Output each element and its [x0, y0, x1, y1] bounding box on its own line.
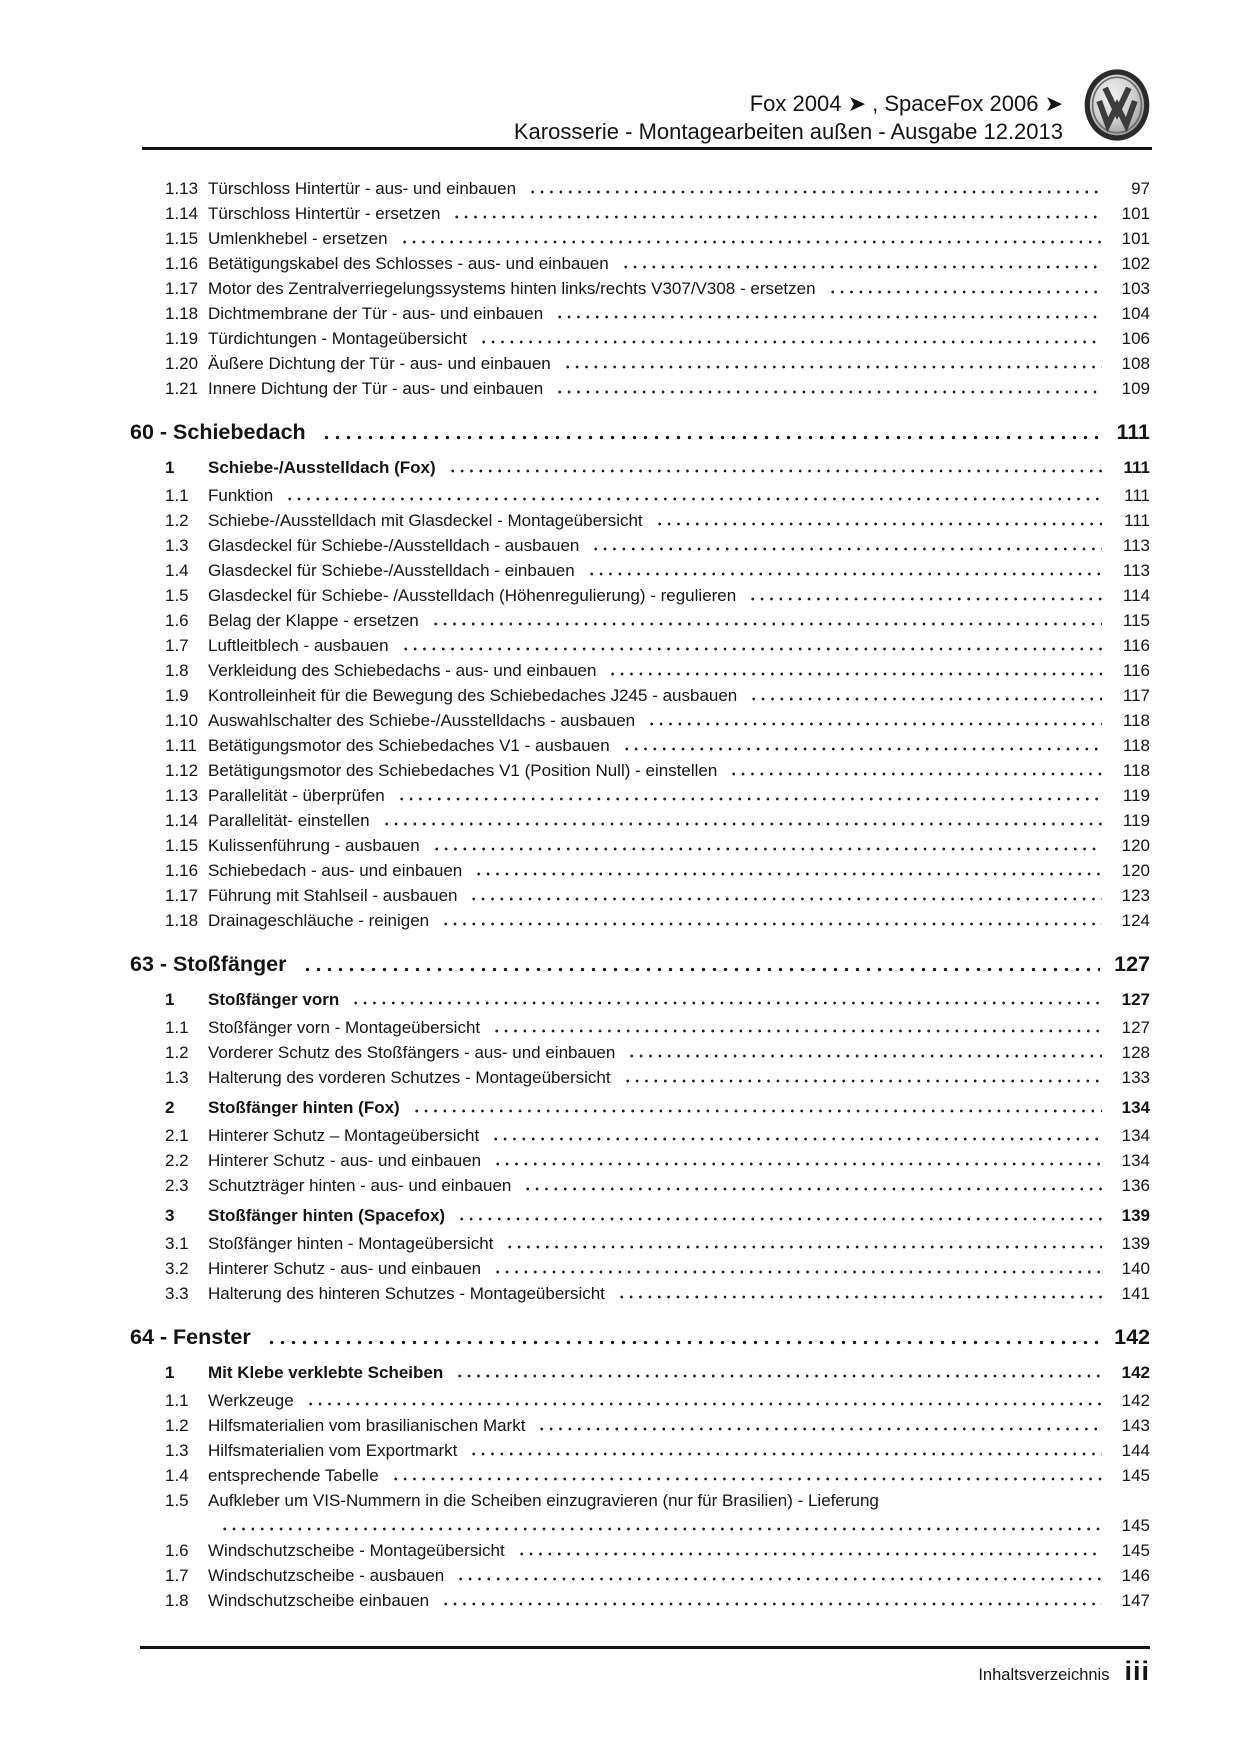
- dot-leader: [453, 1360, 1102, 1385]
- toc-entry-title: Stoßfänger vorn - Montageübersicht: [208, 1018, 481, 1037]
- toc-entry-page: 115: [1122, 611, 1150, 630]
- toc-chapter: [130, 417, 1150, 448]
- toc-entry-title: Windschutzscheibe - Montageübersicht: [208, 1541, 505, 1560]
- toc-entry-title: Windschutzscheibe - ausbauen: [208, 1566, 445, 1585]
- toc-entry: [165, 987, 1150, 1012]
- dot-leader: [398, 226, 1102, 251]
- toc-entry-page: 139: [1121, 1234, 1150, 1253]
- toc-entry: [165, 883, 1150, 908]
- toc-entry-page: 101: [1121, 204, 1150, 223]
- dot-leader: [526, 176, 1102, 201]
- toc-entry-number: 3.1: [165, 1234, 189, 1253]
- dot-leader: [380, 808, 1102, 833]
- toc-entry: [165, 176, 1150, 201]
- toc-entry-title: Glasdeckel für Schiebe-/Ausstelldach - ausbauen: [208, 536, 580, 555]
- toc-entry-title: Parallelität - überprüfen: [208, 786, 385, 805]
- toc-entry-number: 1.11: [165, 736, 197, 755]
- toc-entry-page: 124: [1121, 911, 1150, 930]
- toc-entry-number: 1.6: [165, 611, 189, 630]
- toc-entry-number: 1.1: [165, 486, 189, 505]
- dot-leader: [467, 883, 1102, 908]
- toc-entry: [165, 251, 1150, 276]
- toc-entry-title: Schiebe-/Ausstelldach (Fox): [208, 458, 436, 477]
- dot-leader: [318, 417, 1100, 448]
- toc-entry-page: 145: [1121, 1466, 1150, 1485]
- toc-entry-number: 1.21: [165, 379, 199, 398]
- toc-entry-page: 139: [1121, 1206, 1150, 1225]
- toc-entry-number: 1.18: [165, 304, 199, 323]
- toc-entry-number: 1.15: [165, 229, 199, 248]
- toc-entry-title: entsprechende Tabelle: [208, 1466, 379, 1485]
- toc-entry-title: Windschutzscheibe einbauen: [208, 1591, 430, 1610]
- toc-entry: [165, 1563, 1150, 1588]
- toc-entry: [165, 908, 1150, 933]
- toc-entry-page: 127: [1121, 1018, 1150, 1037]
- toc-entry: [165, 1256, 1150, 1281]
- dot-leader: [653, 508, 1102, 533]
- vw-logo: [1084, 66, 1150, 144]
- toc-entry: [165, 1015, 1150, 1040]
- dot-leader: [746, 583, 1102, 608]
- toc-entry-title: Verkleidung des Schiebedachs - aus- und einbauen: [208, 661, 597, 680]
- dot-leader: [645, 708, 1102, 733]
- dot-leader: [349, 987, 1102, 1012]
- toc-entry-page: 114: [1122, 586, 1150, 605]
- toc-entry-title: Betätigungsmotor des Schiebedaches V1 - ausbauen: [208, 736, 610, 755]
- toc-entry-title: Betätigungskabel des Schlosses - aus- und einbauen: [208, 254, 609, 273]
- toc-entry-page: 118: [1122, 761, 1150, 780]
- dot-leader: [521, 1173, 1102, 1198]
- toc-entry-page: 109: [1121, 379, 1150, 398]
- toc-entry: [165, 583, 1150, 608]
- dot-leader: [727, 758, 1102, 783]
- toc-entry-number: 1.3: [165, 1441, 189, 1460]
- toc-entry: [165, 276, 1150, 301]
- toc-entry-number: 1.7: [165, 636, 189, 655]
- toc-entry-number: 1.13: [165, 179, 199, 198]
- toc-entry-page: 140: [1121, 1259, 1150, 1278]
- toc-entry-number: 1.2: [165, 1043, 189, 1062]
- toc-entry-title: Drainageschläuche - reinigen: [208, 911, 430, 930]
- dot-leader: [561, 351, 1102, 376]
- toc-entry-title: Türschloss Hintertür - aus- und einbauen: [208, 179, 517, 198]
- toc-entry-title: Türdichtungen - Montageübersicht: [208, 329, 467, 348]
- toc-entry: [165, 1173, 1150, 1198]
- dot-leader: [429, 608, 1102, 633]
- toc-entry: [165, 783, 1150, 808]
- toc-entry-title: Motor des Zentralverriegelungssystems hinten links/rechts V307/V308 - ersetzen: [208, 279, 816, 298]
- toc-entry: [165, 1148, 1150, 1173]
- dot-leader: [553, 301, 1102, 326]
- toc-entry-title: Kontrolleinheit für die Bewegung des Schiebedaches J245 - ausbauen: [208, 686, 738, 705]
- toc-entry-title: Halterung des vorderen Schutzes - Montageübersicht: [208, 1068, 611, 1087]
- toc-entry: [165, 1488, 1150, 1513]
- toc-entry-title: Mit Klebe verklebte Scheiben: [208, 1363, 444, 1382]
- toc-entry-number: 1.1: [165, 1018, 189, 1037]
- dot-leader: [489, 1123, 1102, 1148]
- toc-entry: [165, 376, 1150, 401]
- toc-entry-title: Schiebedach - aus- und einbauen: [208, 861, 463, 880]
- toc-entry: [165, 1281, 1150, 1306]
- toc-entry: [165, 708, 1150, 733]
- toc-entry: [165, 533, 1150, 558]
- toc-entry-page: 113: [1122, 536, 1150, 555]
- toc-entry-title: Glasdeckel für Schiebe-/Ausstelldach - einbauen: [208, 561, 575, 580]
- toc-entry-number: 2.1: [165, 1126, 189, 1145]
- toc-entry-number: 1.12: [165, 761, 199, 780]
- toc-entry-title: Parallelität- einstellen: [208, 811, 370, 830]
- toc-entry-page: 116: [1122, 661, 1150, 680]
- toc-entry-title: Glasdeckel für Schiebe- /Ausstelldach (Höhenregulierung) - regulieren: [208, 586, 737, 605]
- toc-entry-title: Luftleitblech - ausbauen: [208, 636, 389, 655]
- toc-entry-number: 1.2: [165, 511, 189, 530]
- toc-entry-number: 1.7: [165, 1566, 189, 1585]
- toc-entry-title: Dichtmembrane der Tür - aus- und einbauen: [208, 304, 544, 323]
- toc-entry-number: 1.8: [165, 661, 189, 680]
- toc-entry-number: 1.9: [165, 686, 189, 705]
- toc-entry-page: 145: [1121, 1516, 1150, 1535]
- toc-entry-number: 1.13: [165, 786, 199, 805]
- toc-entry-title: Schiebe-/Ausstelldach mit Glasdeckel - Montageübersicht: [208, 511, 643, 530]
- toc-entry: [165, 633, 1150, 658]
- dot-leader: [615, 1281, 1102, 1306]
- toc-entry-number: 2.2: [165, 1151, 189, 1170]
- toc-entry-page: 111: [1124, 511, 1150, 530]
- dot-leader: [553, 376, 1102, 401]
- toc-entry: [165, 1123, 1150, 1148]
- toc-entry: [165, 808, 1150, 833]
- dot-leader: [747, 683, 1102, 708]
- toc-entry: [165, 301, 1150, 326]
- toc-entry-page: 118: [1122, 711, 1150, 730]
- toc-entry-title: Werkzeuge: [208, 1391, 294, 1410]
- toc-entry-page: 102: [1121, 254, 1150, 273]
- toc-entry-title: Aufkleber um VIS-Nummern in die Scheiben einzugravieren (nur für Brasilien) - Lieferung: [208, 1491, 879, 1510]
- toc-entry: [165, 858, 1150, 883]
- toc-entry-title: Schutzträger hinten - aus- und einbauen: [208, 1176, 512, 1195]
- toc-entry-page: 147: [1121, 1591, 1150, 1610]
- dot-leader: [535, 1413, 1102, 1438]
- toc-entry-number: 1.2: [165, 1416, 189, 1435]
- toc-entry: [165, 558, 1150, 583]
- toc-entry-number: 1.1: [165, 1391, 189, 1410]
- toc-entry-title: Türschloss Hintertür - ersetzen: [208, 204, 441, 223]
- dot-leader: [826, 276, 1102, 301]
- toc-chapter: [130, 1322, 1150, 1353]
- toc-entry-page: 118: [1122, 736, 1150, 755]
- toc-entry-number: 1.17: [165, 279, 199, 298]
- toc-chapter: [130, 949, 1150, 980]
- toc-entry-title: Funktion: [208, 486, 274, 505]
- toc-entry-title: Betätigungsmotor des Schiebedaches V1 (Position Null) - einstellen: [208, 761, 718, 780]
- toc-entry-page: 120: [1121, 836, 1150, 855]
- toc-entry-number: 3: [165, 1206, 175, 1225]
- toc-entry-number: 1.6: [165, 1541, 189, 1560]
- toc-entry-page: 97: [1131, 179, 1150, 198]
- dot-leader: [450, 201, 1102, 226]
- dot-leader: [395, 783, 1102, 808]
- toc-entry-page: 142: [1121, 1391, 1150, 1410]
- toc-entry-page: 143: [1121, 1416, 1150, 1435]
- footer-page-number: iii: [1124, 1656, 1150, 1686]
- toc-entry-title: Stoßfänger hinten - Montageübersicht: [208, 1234, 494, 1253]
- toc-entry-title: Hinterer Schutz – Montageübersicht: [208, 1126, 480, 1145]
- toc-entry: [165, 1463, 1150, 1488]
- table-of-contents: [130, 176, 1150, 1613]
- dot-leader: [467, 1438, 1102, 1463]
- header-divider: [142, 147, 1152, 150]
- toc-entry: [165, 1438, 1150, 1463]
- dot-leader: [491, 1256, 1102, 1281]
- toc-entry-number: 1.5: [165, 1491, 189, 1510]
- toc-entry-page: 128: [1121, 1043, 1150, 1062]
- toc-entry-page: 134: [1121, 1098, 1150, 1117]
- toc-entry-page: 106: [1121, 329, 1150, 348]
- toc-entry-number: 3.2: [165, 1259, 189, 1278]
- toc-entry: [165, 455, 1150, 480]
- toc-entry-number: 1.19: [165, 329, 199, 348]
- toc-entry-title: Stoßfänger hinten (Fox): [208, 1098, 400, 1117]
- dot-leader: [472, 858, 1102, 883]
- toc-entry-page: 127: [1114, 952, 1150, 976]
- toc-entry-page: 119: [1122, 786, 1150, 805]
- dot-leader: [439, 1588, 1102, 1613]
- toc-entry-page: 141: [1121, 1284, 1150, 1303]
- dot-leader: [430, 833, 1102, 858]
- toc-entry: [165, 1538, 1150, 1563]
- toc-entry-page: 113: [1122, 561, 1150, 580]
- toc-entry: [165, 351, 1150, 376]
- toc-entry-number: 1.3: [165, 1068, 189, 1087]
- dot-leader: [389, 1463, 1102, 1488]
- dot-leader: [454, 1563, 1102, 1588]
- toc-entry-number: 1.15: [165, 836, 199, 855]
- toc-entry: [165, 1388, 1150, 1413]
- toc-entry: [165, 608, 1150, 633]
- toc-entry-continuation: [165, 1513, 1150, 1538]
- dot-leader: [589, 533, 1102, 558]
- dot-leader: [410, 1095, 1102, 1120]
- dot-leader: [439, 908, 1102, 933]
- toc-entry-page: 133: [1121, 1068, 1150, 1087]
- toc-entry-page: 134: [1121, 1151, 1150, 1170]
- dot-leader: [585, 558, 1102, 583]
- toc-entry: [165, 1588, 1150, 1613]
- dot-leader: [619, 251, 1102, 276]
- toc-entry-page: 136: [1121, 1176, 1150, 1195]
- toc-entry-title: Stoßfänger vorn: [208, 990, 340, 1009]
- toc-entry: [165, 483, 1150, 508]
- toc-entry-number: 1.14: [165, 204, 199, 223]
- footer-divider: [140, 1646, 1150, 1649]
- toc-entry: [165, 326, 1150, 351]
- toc-entry-number: 2: [165, 1098, 175, 1117]
- toc-entry: [165, 201, 1150, 226]
- toc-entry-number: 1.5: [165, 586, 189, 605]
- toc-entry-page: 144: [1121, 1441, 1150, 1460]
- toc-entry: [165, 658, 1150, 683]
- toc-chapter-label: 60 - Schiebedach: [130, 420, 306, 444]
- toc-entry: [165, 1231, 1150, 1256]
- toc-entry: [165, 226, 1150, 251]
- toc-entry-number: 1.20: [165, 354, 199, 373]
- toc-entry-title: Vorderer Schutz des Stoßfängers - aus- und einbauen: [208, 1043, 616, 1062]
- toc-entry: [165, 833, 1150, 858]
- toc-entry: [165, 1065, 1150, 1090]
- toc-entry-page: 103: [1121, 279, 1150, 298]
- toc-entry-title: Kulissenführung - ausbauen: [208, 836, 420, 855]
- dot-leader: [515, 1538, 1102, 1563]
- toc-entry: [165, 1360, 1150, 1385]
- toc-entry-page: 120: [1121, 861, 1150, 880]
- dot-leader: [218, 1513, 1102, 1538]
- toc-entry: [165, 508, 1150, 533]
- toc-entry-title: Stoßfänger hinten (Spacefox): [208, 1206, 446, 1225]
- dot-leader: [455, 1203, 1102, 1228]
- toc-entry-page: 111: [1123, 458, 1150, 477]
- footer-section-label: Inhaltsverzeichnis: [978, 1666, 1110, 1684]
- toc-entry-number: 1: [165, 458, 175, 477]
- toc-entry: [165, 1040, 1150, 1065]
- toc-entry-page: 127: [1121, 990, 1150, 1009]
- page-footer: [978, 1656, 1150, 1687]
- header-doc-line: Karosserie - Montagearbeiten außen - Ausgabe 12.2013: [513, 119, 1063, 144]
- toc-entry-number: 1: [165, 990, 175, 1009]
- toc-entry-number: 1.4: [165, 1466, 189, 1485]
- toc-entry: [165, 733, 1150, 758]
- toc-entry: [165, 1413, 1150, 1438]
- dot-leader: [283, 483, 1102, 508]
- toc-entry-number: 1.8: [165, 1591, 189, 1610]
- toc-entry-title: Belag der Klappe - ersetzen: [208, 611, 419, 630]
- toc-entry-title: Führung mit Stahlseil - ausbauen: [208, 886, 458, 905]
- toc-chapter-label: 64 - Fenster: [130, 1325, 251, 1349]
- dot-leader: [503, 1231, 1102, 1256]
- toc-entry: [165, 1095, 1150, 1120]
- toc-entry-number: 1.3: [165, 536, 189, 555]
- dot-leader: [399, 633, 1102, 658]
- header-model-line: Fox 2004 ➤ , SpaceFox 2006 ➤: [749, 91, 1063, 116]
- toc-entry-number: 1: [165, 1363, 175, 1382]
- toc-entry-title: Umlenkhebel - ersetzen: [208, 229, 388, 248]
- toc-entry-number: 1.18: [165, 911, 199, 930]
- page-header: [514, 90, 1063, 146]
- toc-entry-page: 145: [1121, 1541, 1150, 1560]
- dot-leader: [299, 949, 1101, 980]
- toc-entry-title: Hilfsmaterialien vom Exportmarkt: [208, 1441, 458, 1460]
- toc-entry-title: Äußere Dichtung der Tür - aus- und einbauen: [208, 354, 551, 373]
- toc-entry-page: 111: [1116, 420, 1150, 444]
- toc-entry-page: 119: [1122, 811, 1150, 830]
- dot-leader: [304, 1388, 1102, 1413]
- toc-chapter-label: 63 - Stoßfänger: [130, 952, 287, 976]
- toc-entry: [165, 683, 1150, 708]
- toc-entry-page: 134: [1121, 1126, 1150, 1145]
- dot-leader: [621, 1065, 1102, 1090]
- dot-leader: [625, 1040, 1102, 1065]
- toc-entry-title: Hinterer Schutz - aus- und einbauen: [208, 1259, 482, 1278]
- toc-entry: [165, 758, 1150, 783]
- toc-entry-page: 111: [1124, 486, 1150, 505]
- toc-entry-page: 108: [1121, 354, 1150, 373]
- toc-entry-number: 2.3: [165, 1176, 189, 1195]
- toc-entry-page: 146: [1121, 1566, 1150, 1585]
- toc-entry-page: 142: [1121, 1363, 1150, 1382]
- toc-entry-number: 3.3: [165, 1284, 189, 1303]
- toc-entry-number: 1.16: [165, 254, 199, 273]
- toc-entry-title: Auswahlschalter des Schiebe-/Ausstelldachs - ausbauen: [208, 711, 636, 730]
- dot-leader: [490, 1015, 1102, 1040]
- dot-leader: [606, 658, 1102, 683]
- toc-entry-title: Halterung des hinteren Schutzes - Montageübersicht: [208, 1284, 605, 1303]
- dot-leader: [620, 733, 1102, 758]
- toc-entry-number: 1.17: [165, 886, 199, 905]
- toc-entry-page: 116: [1122, 636, 1150, 655]
- toc-entry-number: 1.4: [165, 561, 189, 580]
- dot-leader: [263, 1322, 1100, 1353]
- dot-leader: [491, 1148, 1102, 1173]
- toc-entry-number: 1.14: [165, 811, 199, 830]
- toc-entry-title: Innere Dichtung der Tür - aus- und einbauen: [208, 379, 544, 398]
- toc-entry-title: Hinterer Schutz - aus- und einbauen: [208, 1151, 482, 1170]
- toc-entry-page: 101: [1121, 229, 1150, 248]
- toc-entry: [165, 1203, 1150, 1228]
- toc-entry-number: 1.10: [165, 711, 199, 730]
- dot-leader: [477, 326, 1102, 351]
- toc-entry-page: 117: [1122, 686, 1150, 705]
- dot-leader: [446, 455, 1102, 480]
- toc-entry-page: 142: [1114, 1325, 1150, 1349]
- toc-entry-number: 1.16: [165, 861, 199, 880]
- toc-entry-page: 104: [1121, 304, 1150, 323]
- toc-entry-page: 123: [1121, 886, 1150, 905]
- toc-entry-title: Hilfsmaterialien vom brasilianischen Markt: [208, 1416, 526, 1435]
